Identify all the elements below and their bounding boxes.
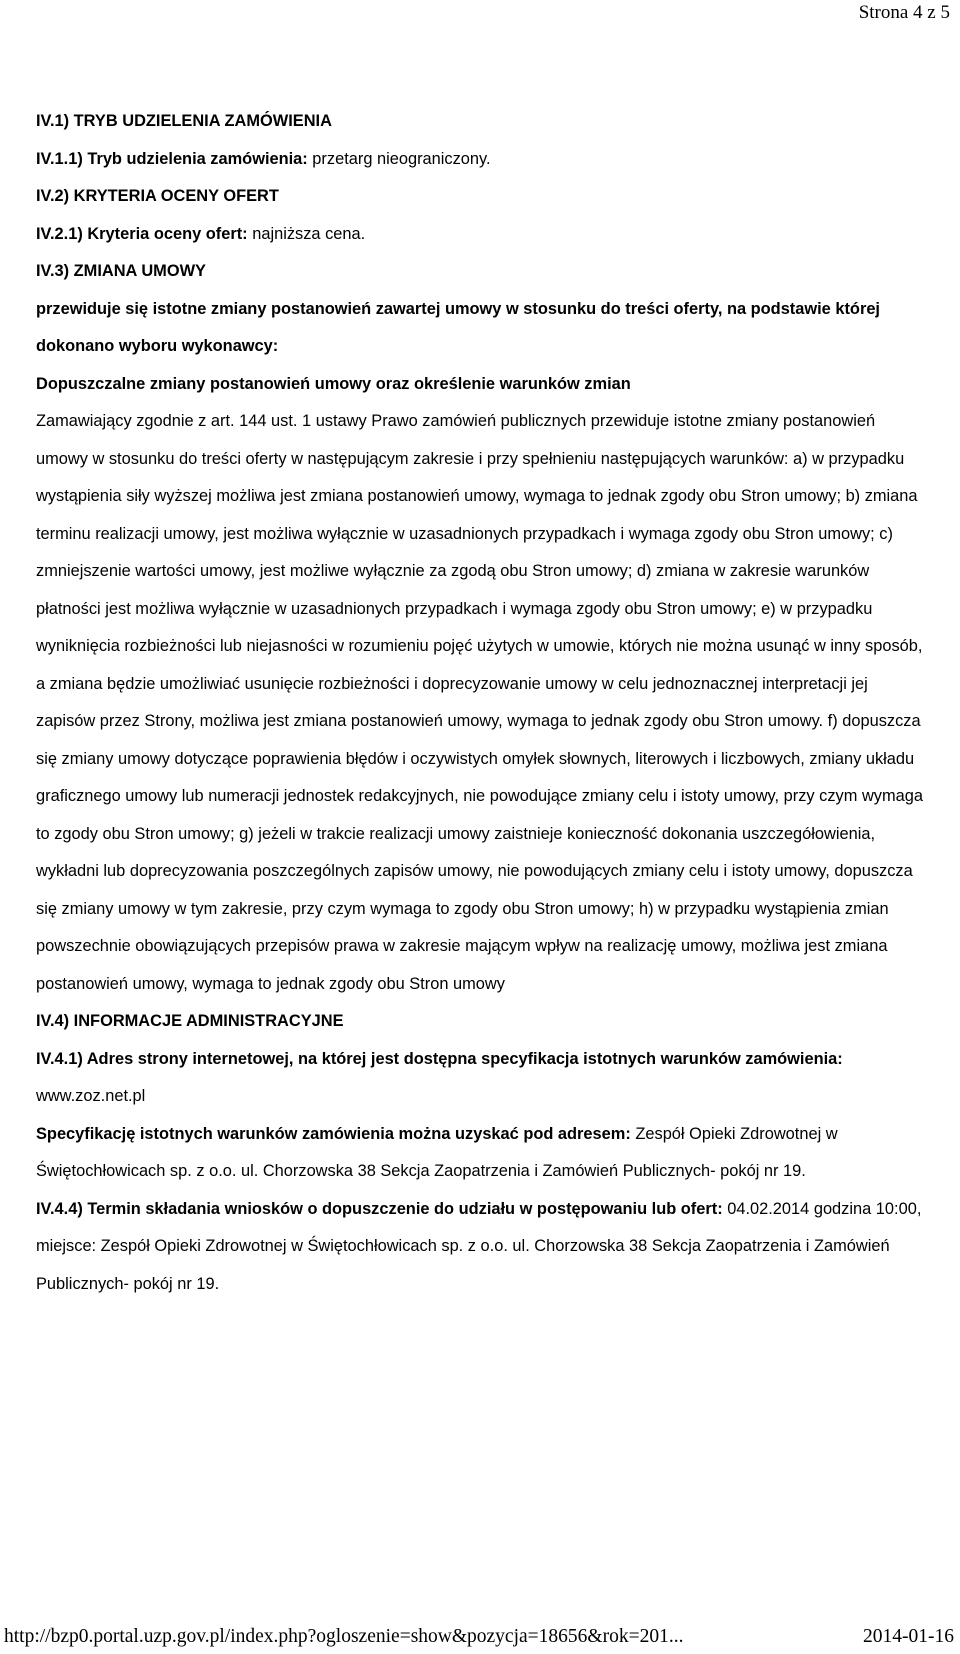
- section-iv41: [36, 1041, 931, 1116]
- footer-url: http://bzp0.portal.uzp.gov.pl/index.php?ogloszenie=show&pozycja=18656&rok=201...: [4, 1626, 684, 1647]
- section-iv41-value: www.zoz.net.pl: [36, 1087, 146, 1105]
- section-iv2-title: IV.2) KRYTERIA OCENY OFERT: [36, 187, 279, 205]
- section-iv11-label: IV.1.1) Tryb udzielenia zamówienia:: [36, 149, 308, 168]
- section-iv3-intro: przewiduje się istotne zmiany postanowień zawartej umowy w stosunku do treści oferty, na podstawie której dokonano wyboru wykonawcy:: [36, 299, 880, 355]
- footer-date: 2014-01-16: [863, 1626, 954, 1647]
- section-iv41-label: IV.4.1) Adres strony internetowej, na której jest dostępna specyfikacja istotnych warunków zamówienia:: [36, 1049, 843, 1068]
- page-footer: [4, 1620, 954, 1654]
- section-siwz-label: Specyfikację istotnych warunków zamówienia można uzyskać pod adresem:: [36, 1124, 631, 1143]
- section-siwz-value: Zespół Opieki Zdrowotnej w Świętochłowicach sp. z o.o. ul. Chorzowska 38 Sekcja Zaopatrzenia i Zamówień Publicznych- pokój nr 19.: [36, 1124, 838, 1180]
- section-iv11-value: przetarg nieograniczony.: [307, 149, 491, 168]
- section-iv3-title: IV.3) ZMIANA UMOWY: [36, 262, 206, 280]
- section-iv4-title: IV.4) INFORMACJE ADMINISTRACYJNE: [36, 1012, 344, 1030]
- section-iv21-label: IV.2.1) Kryteria oceny ofert:: [36, 224, 248, 243]
- notice-content: [36, 103, 931, 1303]
- page-number: Strona 4 z 5: [858, 2, 950, 23]
- section-iv3-body: Zamawiający zgodnie z art. 144 ust. 1 ustawy Prawo zamówień publicznych przewiduje istotne zmiany postanowień umowy w stosunku do treści oferty w następującym zakresie i przy spełnieniu następujących warunków: a) w przypadku wystąpienia siły wyższej możliwa jest zmiana postanowień umowy, wymaga to jednak zgody obu Stron umowy; b) zmiana terminu realizacji umowy, jest możliwa wyłącznie w uzasadnionych przypadkach i wymaga zgody obu Stron umowy; c) zmniejszenie wartości umowy, jest możliwe wyłącznie za zgodą obu Stron umowy; d) zmiana w zakresie warunków płatności jest możliwa wyłącznie w uzasadnionych przypadkach i wymaga zgody obu Stron umowy; e) w przypadku wyniknięcia rozbieżności lub niejasności w rozumieniu pojęć użytych w umowie, których nie można usunąć w inny sposób, a zmiana będzie umożliwiać usunięcie rozbieżności i doprecyzowanie umowy w celu jednoznacznej interpretacji jej zapisów przez Strony, możliwa jest zmiana postanowień umowy, wymaga to jednak zgody obu Stron umowy. f) dopuszcza się zmiany umowy dotyczące poprawienia błędów i oczywistych omyłek słownych, literowych i liczbowych, zmiany układu graficznego umowy lub numeracji jednostek redakcyjnych, nie powodujące zmiany celu i istoty umowy, przy czym wymaga to zgody obu Stron umowy; g) jeżeli w trakcie realizacji umowy zaistnieje konieczność dokonania uszczegółowienia, wykładni lub doprecyzowania poszczególnych zapisów umowy, nie powodujących zmiany celu i istoty umowy, dopuszcza się zmiany umowy w tym zakresie, przy czym wymaga to zgody obu Stron umowy; h) w przypadku wystąpienia zmian powszechnie obowiązujących przepisów prawa w zakresie mającym wpływ na realizację umowy, możliwa jest zmiana postanowień umowy, wymaga to jednak zgody obu Stron umowy: [36, 412, 923, 993]
- section-iv3-subtitle: Dopuszczalne zmiany postanowień umowy oraz określenie warunków zmian: [36, 374, 631, 393]
- section-iv44: [36, 1191, 931, 1304]
- section-iv11: [36, 141, 931, 179]
- section-iv21: [36, 216, 931, 254]
- section-iv1-title: IV.1) TRYB UDZIELENIA ZAMÓWIENIA: [36, 112, 332, 130]
- section-iv44-value: 04.02.2014 godzina 10:00, miejsce: Zespół Opieki Zdrowotnej w Świętochłowicach sp. z o.o. ul. Chorzowska 38 Sekcja Zaopatrzenia i Zamówień Publicznych- pokój nr 19.: [36, 1199, 922, 1293]
- section-siwz: [36, 1116, 931, 1191]
- section-iv44-label: IV.4.4) Termin składania wniosków o dopuszczenie do udziału w postępowaniu lub ofert:: [36, 1199, 723, 1218]
- section-iv21-value: najniższa cena.: [247, 224, 366, 243]
